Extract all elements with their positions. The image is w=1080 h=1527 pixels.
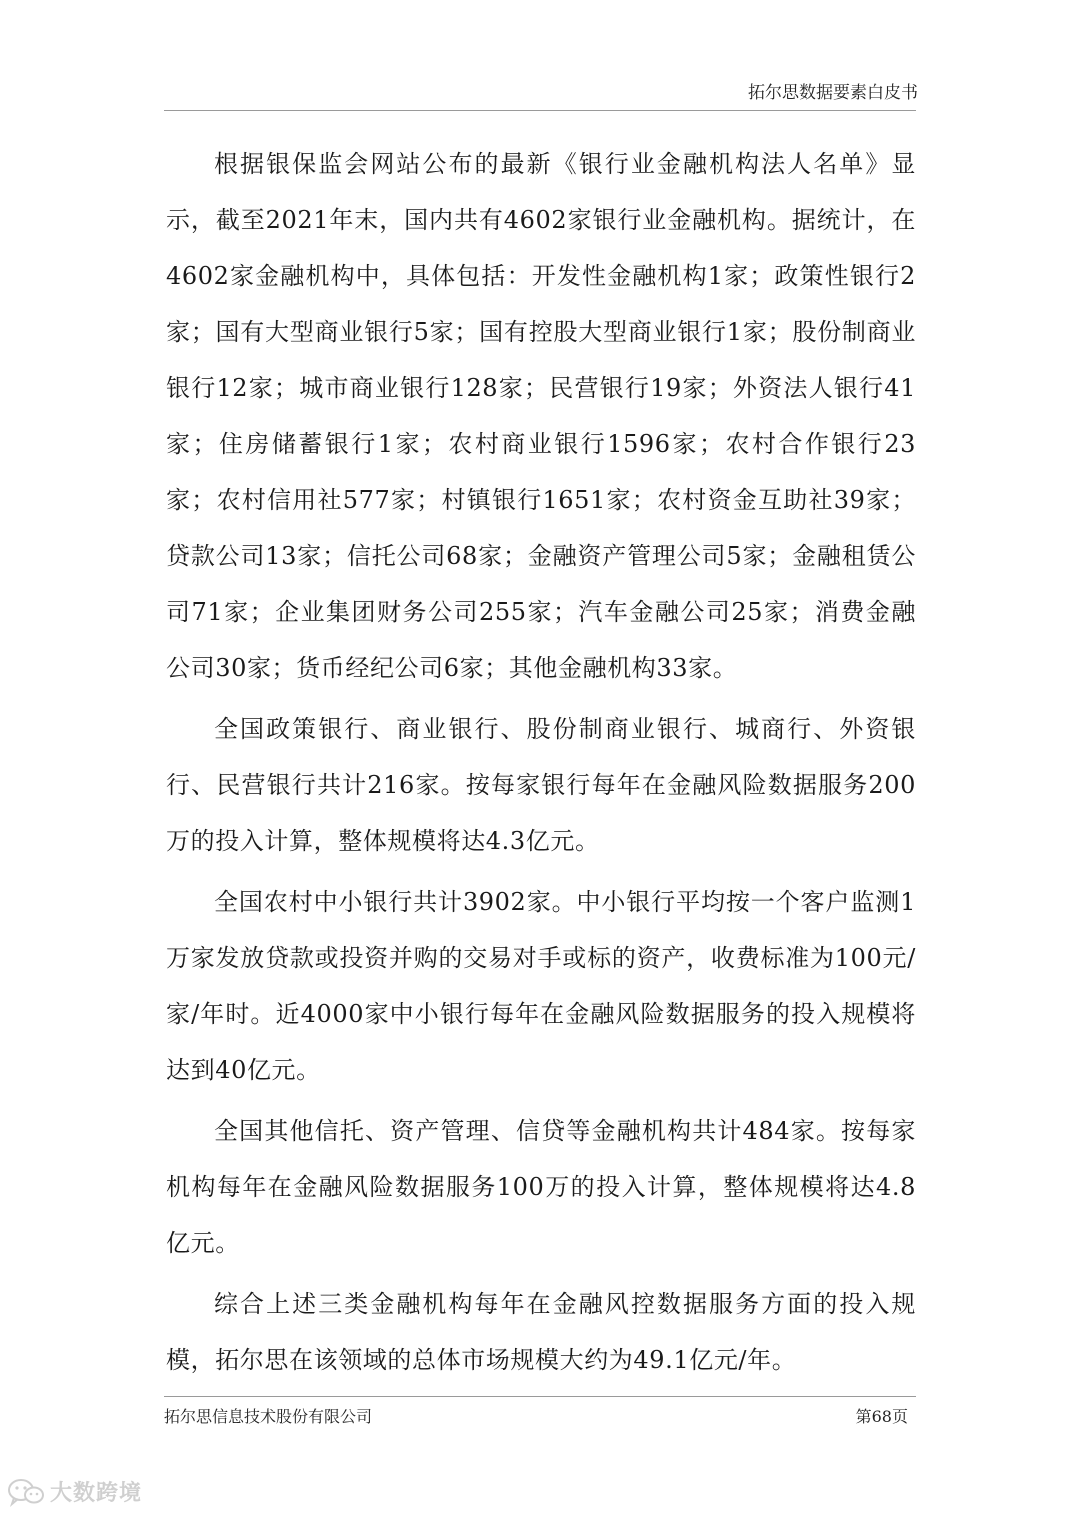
wechat-logo-icon [6,1477,46,1507]
footer-company: 拓尔思信息技术股份有限公司 [164,1407,373,1426]
document-body [166,136,916,1393]
paragraph-summary: 综合上述三类金融机构每年在金融风控数据服务方面的投入规模，拓尔思在该领域的总体市场规模大约为49.1亿元/年。 [166,1290,916,1374]
paragraph-rural-banks: 全国农村中小银行共计3902家。中小银行平均按一个客户监测1万家发放贷款或投资并购的交易对手或标的资产，收费标准为100元/家/年时。近4000家中小银行每年在金融风险数据服务的投入规模将达到40亿元。 [166,888,916,1084]
header-divider [164,110,916,111]
paragraph-commercial-banks: 全国政策银行、商业银行、股份制商业银行、城商行、外资银行、民营银行共计216家。按每家银行每年在金融风险数据服务200万的投入计算，整体规模将达4.3亿元。 [166,715,916,855]
watermark [6,1476,142,1507]
paragraph-bank-count: 根据银保监会网站公布的最新《银行业金融机构法人名单》显示，截至2021年末，国内共有4602家银行业金融机构。据统计，在4602家金融机构中，具体包括：开发性金融机构1家；政策性银行2家；国有大型商业银行5家；国有控股大型商业银行1家；股份制商业银行12家；城市商业银行128家；民营银行19家；外资法人银行41家；住房储蓄银行1家；农村商业银行1596家；农村合作银行23家；农村信用社577家；村镇银行1651家；农村资金互助社39家；贷款公司13家；信托公司68家；金融资产管理公司5家；金融租赁公司71家；企业集团财务公司255家；汽车金融公司25家；消费金融公司30家；货币经纪公司6家；其他金融机构33家。 [166,150,916,682]
running-header: 拓尔思数据要素白皮书 [748,83,918,103]
watermark-text: 大数跨境 [50,1481,143,1506]
paragraph-other-institutions: 全国其他信托、资产管理、信贷等金融机构共计484家。按每家机构每年在金融风险数据服务100万的投入计算，整体规模将达4.8亿元。 [166,1117,916,1257]
footer-divider [164,1396,916,1397]
page-number: 第68页 [855,1407,908,1426]
